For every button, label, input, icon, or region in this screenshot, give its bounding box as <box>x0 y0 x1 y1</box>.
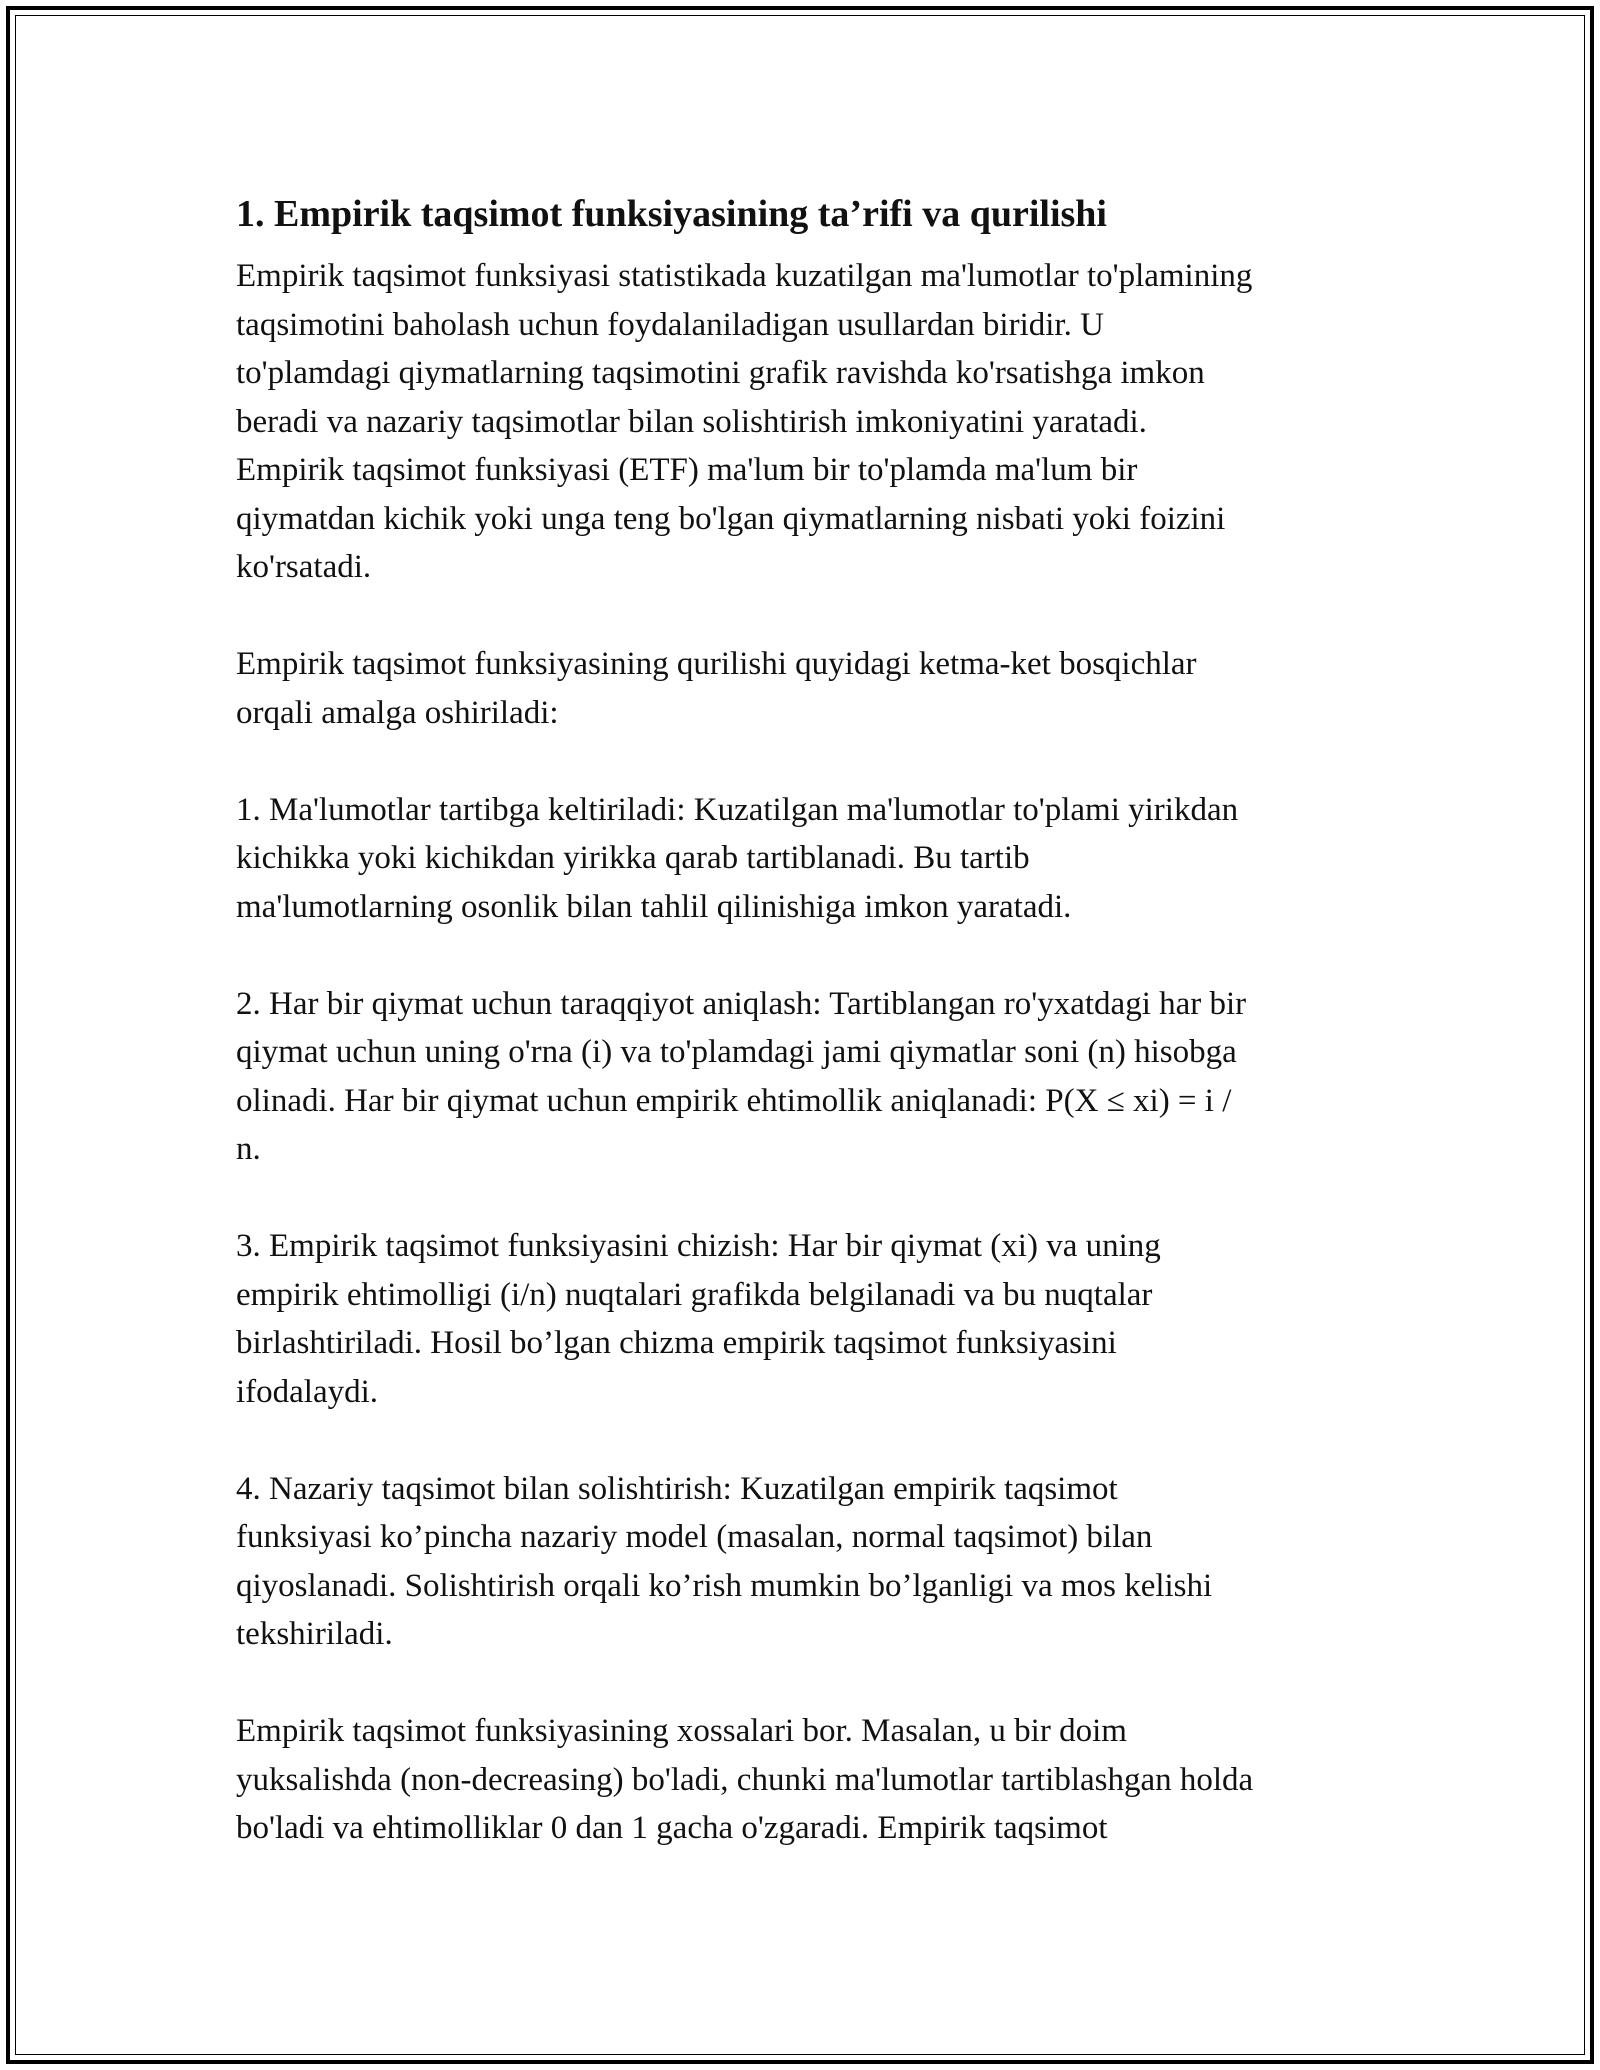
text-line: 3. Empirik taqsimot funksiyasini chizish: Har bir qiymat (xi) va uning <box>236 1228 1161 1264</box>
text-line: 4. Nazariy taqsimot bilan solishtirish: Kuzatilgan empirik taqsimot <box>236 1470 1118 1507</box>
paragraph-properties <box>236 1707 1386 1853</box>
text-line: Empirik taqsimot funksiyasining qurilishi quyidagi ketma-ket bosqichlar <box>236 646 1197 682</box>
text-line: ma'lumotlarning osonlik bilan tahlil qilinishiga imkon yaratadi. <box>236 888 1072 925</box>
paragraph-definition <box>236 252 1386 592</box>
paragraph-step-1 <box>236 786 1386 932</box>
text-line: taqsimotini baholash uchun foydalaniladigan usullardan biridir. U <box>236 306 1104 343</box>
text-line: 2. Har bir qiymat uchun taraqqiyot aniqlash: Tartiblangan ro'yxatdagi har bir <box>236 985 1247 1022</box>
text-line: empirik ehtimolligi (i/n) nuqtalari grafikda belgilanadi va bu nuqtalar <box>236 1276 1153 1313</box>
section-heading: 1. Empirik taqsimot funksiyasining ta’rifi va qurilishi <box>236 193 1107 235</box>
text-line: beradi va nazariy taqsimotlar bilan solishtirish imkoniyatini yaratadi. <box>236 403 1147 440</box>
text-line: orqali amalga oshiriladi: <box>236 694 559 731</box>
text-line: tekshiriladi. <box>236 1616 393 1652</box>
text-line: qiyoslanadi. Solishtirish orqali ko’rish mumkin bo’lganligi va mos kelishi <box>236 1567 1213 1604</box>
text-line: qiymatdan kichik yoki unga teng bo'lgan qiymatlarning nisbati yoki foizini <box>236 500 1226 537</box>
text-line: n. <box>236 1131 261 1167</box>
paragraph-step-2 <box>236 980 1386 1174</box>
text-line: Empirik taqsimot funksiyasi (ETF) ma'lum bir to'plamda ma'lum bir <box>236 452 1138 488</box>
text-line: qiymat uchun uning o'rna (i) va to'plamdagi jami qiymatlar soni (n) hisobga <box>236 1034 1237 1070</box>
text-line: Empirik taqsimot funksiyasining xossalari bor. Masalan, u bir doim <box>236 1713 1127 1749</box>
text-line: yuksalishda (non-decreasing) bo'ladi, chunki ma'lumotlar tartiblashgan holda <box>236 1761 1254 1798</box>
paragraph-construction-intro <box>236 640 1386 737</box>
text-line: ifodalaydi. <box>236 1373 379 1410</box>
text-line: kichikka yoki kichikdan yirikka qarab tartiblanadi. Bu tartib <box>236 840 1030 876</box>
text-line: 1. Ma'lumotlar tartibga keltiriladi: Kuzatilgan ma'lumotlar to'plami yirikdan <box>236 791 1239 828</box>
text-line: olinadi. Har bir qiymat uchun empirik ehtimollik aniqlanadi: P(X ≤ xi) = i / <box>236 1082 1232 1119</box>
paragraph-step-3 <box>236 1222 1386 1416</box>
paragraph-step-4 <box>236 1465 1386 1659</box>
text-line: to'plamdagi qiymatlarning taqsimotini grafik ravishda ko'rsatishga imkon <box>236 355 1205 391</box>
text-line: ko'rsatadi. <box>236 549 372 585</box>
text-line: funksiyasi ko’pincha nazariy model (masalan, normal taqsimot) bilan <box>236 1519 1153 1555</box>
text-line: Empirik taqsimot funksiyasi statistikada kuzatilgan ma'lumotlar to'plamining <box>236 258 1253 294</box>
document-body <box>236 186 1386 1901</box>
text-line: birlashtiriladi. Hosil bo’lgan chizma empirik taqsimot funksiyasini <box>236 1325 1117 1361</box>
text-line: bo'ladi va ehtimolliklar 0 dan 1 gacha o'zgaradi. Empirik taqsimot <box>236 1810 1108 1846</box>
